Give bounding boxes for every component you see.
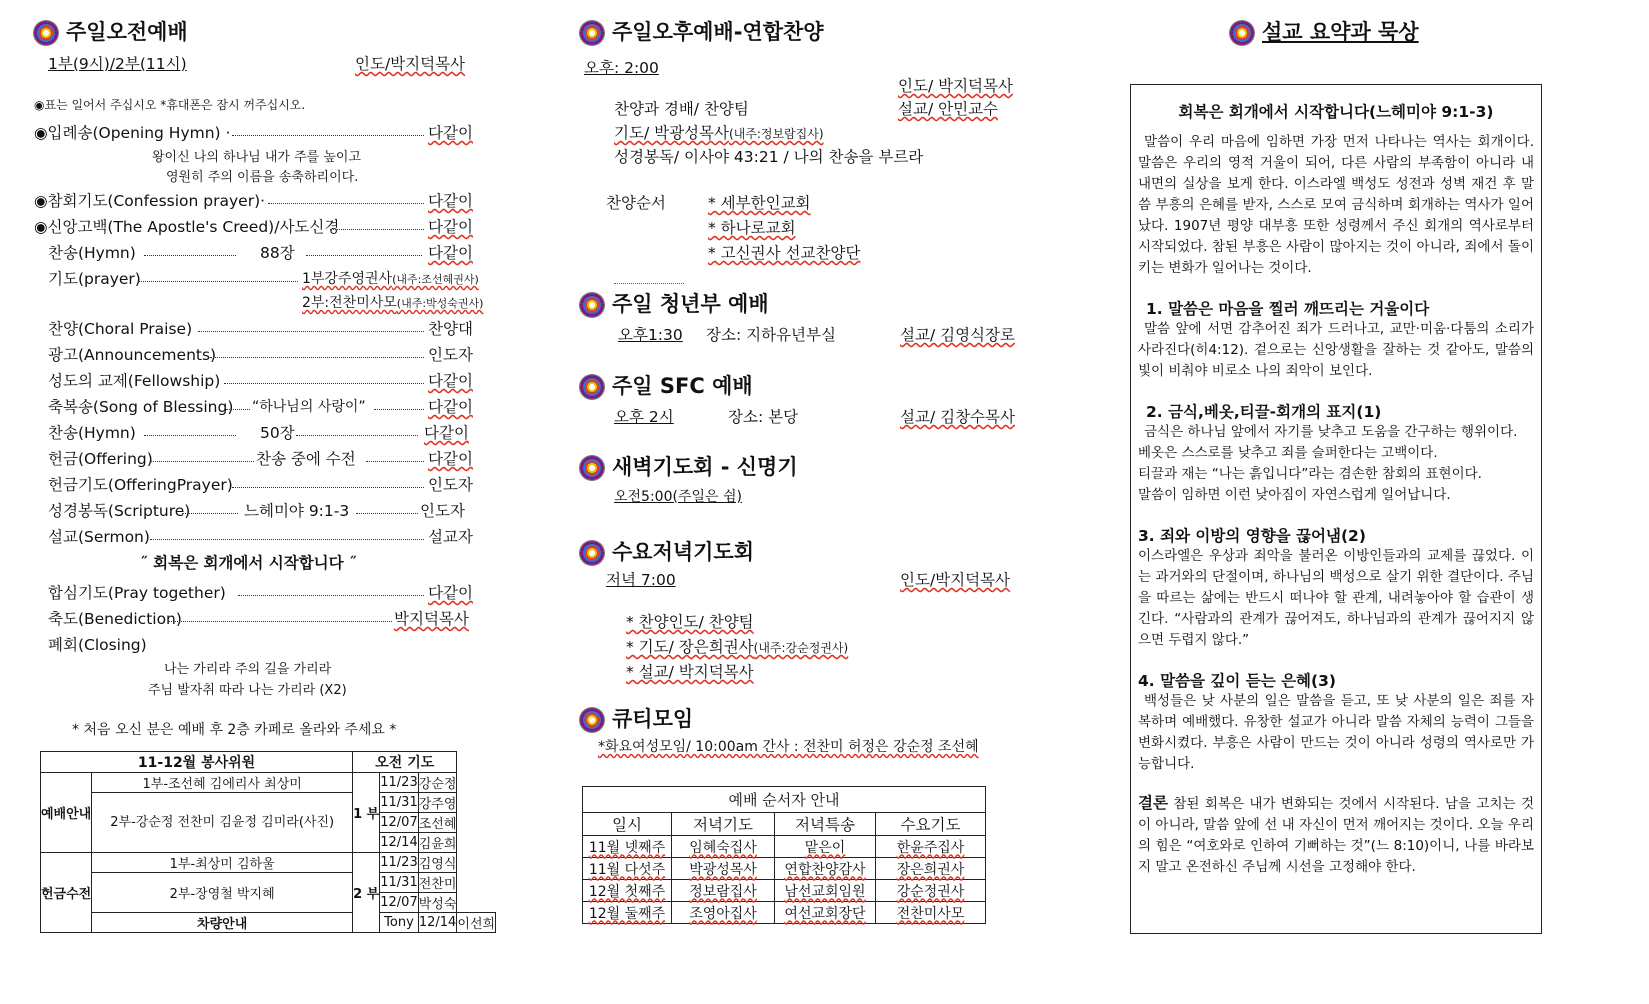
schedule-row xyxy=(583,902,986,924)
youth-preacher: 설교/ 김영식장로 xyxy=(900,326,1015,344)
group-row: 1부-조선혜 김에리사 최상미 xyxy=(92,773,353,793)
dawn-prayer-heading xyxy=(580,451,798,481)
item-offering-prayer: 헌금기도(OfferingPrayer) xyxy=(48,476,233,494)
item-blessing-right: 다같이 xyxy=(428,398,473,416)
schedule-cell: 연합찬양감사 xyxy=(775,858,876,880)
qt-title: 큐티모임 xyxy=(612,707,694,731)
point-3-body: 이스라엘은 우상과 죄악을 불러온 이방인들과의 교제를 끊었다. 이는 과거와의 단절이며, 하나님의 백성으로 살기 위한 결단이다. 주님을 따르는 삶에는 반드시 떠나야 할 관계, 내려놓아야 할 습관이 생긴다. “사람과의 관계가 끊어져도, 하나님과의 관계가 끊어지지 않으면 두렵지 않다.” xyxy=(1138,548,1534,648)
youth-service-heading xyxy=(580,288,769,318)
conclusion xyxy=(1138,793,1534,878)
item-hymn-1-right: 다같이 xyxy=(428,244,473,262)
service-times: 1부(9시)/2부(11시) xyxy=(48,55,187,73)
leader-dots xyxy=(150,461,254,462)
opening-lyrics-2: 영원히 주의 이름을 송축하리이다. xyxy=(166,170,359,185)
order-label: 찬양순서 xyxy=(606,194,666,212)
prayer-date: 11/31 xyxy=(380,873,418,893)
schedule-cell: 12월 둘째주 xyxy=(583,902,672,924)
schedule-cell: 강순정권사 xyxy=(876,880,986,902)
item-choral-right: 찬양대 xyxy=(428,320,473,338)
item-closing: 폐회(Closing) xyxy=(48,636,147,654)
schedule-cell: 12월 첫째주 xyxy=(583,880,672,902)
wednesday-item: * 설교/ 박지덕목사 xyxy=(626,663,754,681)
item-pray-together: 합심기도(Pray together) xyxy=(48,584,226,602)
item-opening-hymn: ◉입례송(Opening Hymn) · xyxy=(34,124,231,142)
prayer-date: 11/23 xyxy=(380,853,418,873)
schedule-cell: 남선교회임원 xyxy=(775,880,876,902)
prayer-1-name: 1부강주영권사 xyxy=(302,271,393,287)
order-item: * 고신권사 선교찬양단 xyxy=(708,244,861,262)
leader-dots xyxy=(296,435,418,436)
sfc-time: 오후 2시 xyxy=(614,408,674,426)
afternoon-service-title: 주일오후예배-연합찬양 xyxy=(612,20,824,44)
order-item: * 세부한인교회 xyxy=(708,194,811,212)
item-offering-prayer-right: 인도자 xyxy=(428,476,473,494)
leader-dots xyxy=(232,135,424,136)
wednesday-time: 저녁 7:00 xyxy=(606,571,676,589)
summary-intro: 말씀이 우리 마음에 임하면 가장 먼저 나타나는 역사는 회개이다. 말씀은 우리의 영적 거울이 되어, 다른 사람의 부족함이 아니라 내 내면의 실상을 보게 한다. 이스라엘 백성도 성전과 성벽 재건 후 말씀 부흥의 은혜를 받자, 스스로 모여 금식하며 회개하는 역사가 일어났다. 1907년 평양 대부흥 또한 성령께서 주신 회개의 역사로부터 시작되었다. 참된 부흥은 사람이 많아지는 것이 아니라, 죄에서 돌이키는 변화가 일어나는 것이다. xyxy=(1138,134,1534,276)
prayer-name: 기도/ 박광성목사 xyxy=(614,124,729,142)
item-opening-hymn-right: 다같이 xyxy=(428,124,473,142)
schedule-row xyxy=(583,836,986,858)
leader-dots xyxy=(356,513,418,514)
leader-dots xyxy=(144,255,236,256)
prayer-next: (내주:정보람집사) xyxy=(728,127,824,141)
point-2-line: 금식은 하나님 앞에서 자기를 낮추고 도움을 간구하는 행위이다. xyxy=(1144,424,1518,440)
sermon-summary-title: 설교 요약과 묵상 xyxy=(1262,20,1419,44)
conclusion-body: 참된 회복은 내가 변화되는 것에서 시작된다. 남을 고치는 것이 아니라, 말씀 앞에 선 내 자신이 먼저 깨어지는 것이다. 오늘 우리의 힘은 “여호와로 인하여 기뻐하는 것”(느 8:10)이니, 나를 바라보지 말고 온전하신 주님께 시선을 고정해야 한다. xyxy=(1138,796,1534,875)
sfc-preacher: 설교/ 김창수목사 xyxy=(900,408,1015,426)
item-prayer: 기도(prayer) xyxy=(48,270,141,288)
dawn-prayer-title: 새벽기도회 - 신명기 xyxy=(612,455,798,479)
afternoon-time: 오후: 2:00 xyxy=(584,59,659,77)
prayer-date: 11/23 xyxy=(380,773,418,793)
item-hymn-1-mid: 88장 xyxy=(260,244,295,262)
schedule-cell: 박광성목사 xyxy=(672,858,775,880)
prayer-name: 전찬미 xyxy=(418,873,457,893)
church-emblem-icon xyxy=(580,293,604,317)
group-row: 1부-최상미 김하울 xyxy=(92,853,353,873)
leader-dots xyxy=(366,461,424,462)
item-benediction: 축도(Benediction) xyxy=(48,610,182,628)
schedule-header: 일시 xyxy=(583,813,672,836)
church-emblem-icon xyxy=(580,708,604,732)
item-scripture-mid: 느헤미야 9:1-3 xyxy=(244,502,350,520)
stand-notice: ◉표는 일어서 주십시오 *휴대폰은 잠시 꺼주십시오. xyxy=(34,98,306,112)
prayer-line xyxy=(614,121,824,143)
closing-lyrics-2: 주님 발자취 따라 나는 가리라 (X2) xyxy=(148,683,347,698)
afternoon-leader: 인도/ 박지덕목사 xyxy=(898,77,1013,95)
group-name: 차량안내 xyxy=(92,913,353,933)
part-label: 2 부 xyxy=(353,853,380,933)
item-offering: 헌금(Offering) xyxy=(48,450,153,468)
item-hymn-2: 찬송(Hymn) xyxy=(48,424,136,442)
leader-dots xyxy=(268,203,424,204)
item-pray-together-right: 다같이 xyxy=(428,584,473,602)
divider xyxy=(614,283,684,284)
group-row: 2부-장영철 박지혜 xyxy=(92,873,353,913)
prayer-name: 박성숙 xyxy=(418,893,457,913)
point-4-body: 백성들은 낮 사분의 일은 말씀을 듣고, 또 낮 사분의 일은 죄를 자복하며 예배했다. 유창한 설교가 아니라 말씀 자체의 능력이 그들을 변화시켰다. 부흥은 사람이 만드는 것이 아니라 성령의 역사로만 가능합니다. xyxy=(1138,693,1534,772)
prayer-2-name: 2부:전찬미사모 xyxy=(302,295,397,311)
prayer-name: 강주영 xyxy=(418,793,457,813)
left-column xyxy=(0,0,540,1004)
morning-service-heading xyxy=(34,16,188,46)
prayer-date: 11/31 xyxy=(380,793,418,813)
item-blessing: 축복송(Song of Blessing) xyxy=(48,398,234,416)
prayer-date: 12/14 xyxy=(418,913,457,933)
opening-lyrics-1: 왕이신 나의 하나님 내가 주를 높이고 xyxy=(152,150,362,165)
item-choral: 찬양(Choral Praise) xyxy=(48,320,193,338)
closing-lyrics-1: 나는 가리라 주의 길을 가리라 xyxy=(164,662,332,677)
wednesday-prayer-heading xyxy=(580,536,754,566)
group-name: 헌금수전 xyxy=(41,853,92,933)
volunteer-table xyxy=(40,751,496,933)
item-prayer-1 xyxy=(302,268,479,288)
qt-line: *화요여성모임/ 10:00am 간사 : 전찬미 허정은 강순정 조선혜 xyxy=(598,739,979,755)
leader-dots xyxy=(226,409,250,410)
dawn-time: 오전5:00(주일은 쉼) xyxy=(614,489,742,505)
wednesday-prayer-name: * 기도/ 장은희권사 xyxy=(626,638,754,656)
church-emblem-icon xyxy=(580,541,604,565)
leader-dots xyxy=(182,513,238,514)
leader-dots xyxy=(374,409,424,410)
item-creed: ◉신앙고백(The Apostle's Creed)/사도신경 xyxy=(34,218,340,236)
wednesday-prayer-next: (내주:강순정권사) xyxy=(753,641,849,655)
item-offering-mid: 찬송 중에 수전 xyxy=(256,450,356,468)
schedule-cell: 임혜숙집사 xyxy=(672,836,775,858)
prayer-date: 12/14 xyxy=(380,833,418,853)
item-benediction-right: 박지덕목사 xyxy=(394,610,469,628)
sfc-service-heading xyxy=(580,370,753,400)
leader-dots xyxy=(144,435,236,436)
schedule-cell: 전찬미사모 xyxy=(876,902,986,924)
wednesday-item: * 찬양인도/ 찬양팀 xyxy=(626,613,754,631)
group-name: 예배안내 xyxy=(41,773,92,853)
item-announcements: 광고(Announcements) xyxy=(48,346,217,364)
youth-place: 장소: 지하유년부실 xyxy=(706,326,836,344)
volunteer-table-head: 11-12월 봉사위원 xyxy=(41,752,353,773)
item-confession-right: 다같이 xyxy=(428,192,473,210)
point-1-body: 말씀 앞에 서면 감추어진 죄가 드러나고, 교만·미움·다툼의 소리가 사라진다(히4:12). 겉으로는 신앙생활을 잘하는 것 같아도, 말씀의 빛이 비춰야 비로소 나의 죄악이 보인다. xyxy=(1138,321,1534,379)
sermon-summary-body xyxy=(1138,100,1534,878)
item-announcements-right: 인도자 xyxy=(428,346,473,364)
schedule-cell: 여선교회장단 xyxy=(775,902,876,924)
order-item: * 하나로교회 xyxy=(708,219,796,237)
middle-column xyxy=(560,0,1080,1004)
item-fellowship-right: 다같이 xyxy=(428,372,473,390)
afternoon-service-heading xyxy=(580,16,824,46)
church-emblem-icon xyxy=(1230,21,1254,45)
schedule-caption: 예배 순서자 안내 xyxy=(583,787,986,813)
point-2-line: 베옷은 스스로를 낮추고 죄를 슬퍼한다는 고백이다. xyxy=(1138,445,1438,461)
prayer-date: 12/07 xyxy=(380,893,418,913)
youth-time: 오후1:30 xyxy=(618,326,683,344)
item-confession: ◉참회기도(Confession prayer)· xyxy=(34,192,266,210)
item-scripture-right: 인도자 xyxy=(420,502,465,520)
leader-dots xyxy=(150,539,424,540)
item-offering-right: 다같이 xyxy=(428,450,473,468)
schedule-row xyxy=(583,880,986,902)
schedule-cell: 맡은이 xyxy=(775,836,876,858)
church-emblem-icon xyxy=(580,456,604,480)
item-scripture: 성경봉독(Scripture) xyxy=(48,502,191,520)
part-label: 1 부 xyxy=(353,773,380,853)
conclusion-label: 결론 xyxy=(1138,794,1168,812)
point-2-line: 티끌과 재는 “나는 흙입니다”라는 겸손한 참회의 표현이다. xyxy=(1138,466,1482,482)
schedule-header: 수요기도 xyxy=(876,813,986,836)
schedule-header: 저녁특송 xyxy=(775,813,876,836)
point-2-title: 2. 금식,베옷,티끌-회개의 표지(1) xyxy=(1146,403,1382,421)
leader-dots xyxy=(168,621,392,622)
item-hymn-1: 찬송(Hymn) xyxy=(48,244,136,262)
prayer-name: 김윤희 xyxy=(418,833,457,853)
item-creed-right: 다같이 xyxy=(428,218,473,236)
item-blessing-mid: “하나님의 사랑이” xyxy=(252,399,366,415)
wednesday-item xyxy=(626,635,848,657)
sermon-summary-heading xyxy=(1230,16,1419,46)
leader-dots xyxy=(238,595,424,596)
visitor-note: * 처음 오신 분은 예배 후 2층 카페로 올라와 주세요 * xyxy=(72,722,397,738)
summary-heading: 회복은 회개에서 시작합니다(느헤미야 9:1-3) xyxy=(1178,103,1494,121)
prayer-2-next: (내주:박성숙권사) xyxy=(396,297,484,310)
leader-dots xyxy=(330,229,424,230)
wednesday-leader: 인도/박지덕목사 xyxy=(900,571,1011,589)
prayer-table-head: 오전 기도 xyxy=(353,752,457,773)
sfc-service-title: 주일 SFC 예배 xyxy=(612,374,753,398)
leader-dots xyxy=(232,487,424,488)
schedule-cell: 11월 다섯주 xyxy=(583,858,672,880)
schedule-row xyxy=(583,858,986,880)
schedule-cell: 정보람집사 xyxy=(672,880,775,902)
schedule-cell: 장은희권사 xyxy=(876,858,986,880)
praise-line: 찬양과 경배/ 찬양팀 xyxy=(614,100,749,118)
prayer-name: 이선희 xyxy=(457,913,496,933)
morning-leader: 인도/박지덕목사 xyxy=(355,55,466,73)
prayer-date: 12/07 xyxy=(380,813,418,833)
wednesday-prayer-title: 수요저녁기도회 xyxy=(612,540,755,564)
church-emblem-icon xyxy=(580,375,604,399)
leader-dots xyxy=(224,383,424,384)
prayer-1-next: (내주:조선혜권사) xyxy=(392,273,479,286)
right-column xyxy=(1100,0,1640,1004)
item-sermon-right: 설교자 xyxy=(428,528,473,546)
scripture-line: 성경봉독/ 이사야 43:21 / 나의 찬송을 부르라 xyxy=(614,148,924,166)
prayer-name: 김영식 xyxy=(418,853,457,873)
schedule-header: 저녁기도 xyxy=(672,813,775,836)
church-emblem-icon xyxy=(34,21,58,45)
leader-dots xyxy=(138,281,298,282)
schedule-cell: 한윤주집사 xyxy=(876,836,986,858)
point-1-title: 1. 말씀은 마음을 찔러 깨뜨리는 거울이다 xyxy=(1146,300,1430,318)
youth-service-title: 주일 청년부 예배 xyxy=(612,292,769,316)
point-3-title: 3. 죄와 이방의 영향을 끊어냄(2) xyxy=(1138,527,1366,545)
morning-service-title: 주일오전예배 xyxy=(66,20,188,44)
prayer-name: 조선혜 xyxy=(418,813,457,833)
schedule-cell: 조영아집사 xyxy=(672,902,775,924)
point-2-line: 말씀이 임하면 이런 낮아짐이 자연스럽게 일어납니다. xyxy=(1138,487,1451,503)
church-emblem-icon xyxy=(580,21,604,45)
afternoon-preacher: 설교/ 안민교수 xyxy=(898,100,998,118)
leader-dots xyxy=(306,255,422,256)
prayer-name: 강순정 xyxy=(418,773,457,793)
sermon-title: ˝ 회복은 회개에서 시작합니다 ˝ xyxy=(140,554,357,572)
point-4-title: 4. 말씀을 깊이 듣는 은혜(3) xyxy=(1138,672,1336,690)
item-fellowship: 성도의 교제(Fellowship) xyxy=(48,372,221,390)
item-hymn-2-mid: 50장 xyxy=(260,424,295,442)
item-sermon: 설교(Sermon) xyxy=(48,528,150,546)
group-row: Tony xyxy=(380,913,418,933)
leader-dots xyxy=(198,331,424,332)
sfc-place: 장소: 본당 xyxy=(728,408,799,426)
item-hymn-2-right: 다같이 xyxy=(424,424,469,442)
schedule-cell: 11월 넷째주 xyxy=(583,836,672,858)
leader-dots xyxy=(210,357,424,358)
group-row: 2부-강순정 전찬미 김윤정 김미라(사진) xyxy=(92,793,353,853)
item-prayer-2 xyxy=(302,292,483,312)
schedule-table xyxy=(582,786,986,924)
qt-heading xyxy=(580,703,693,733)
